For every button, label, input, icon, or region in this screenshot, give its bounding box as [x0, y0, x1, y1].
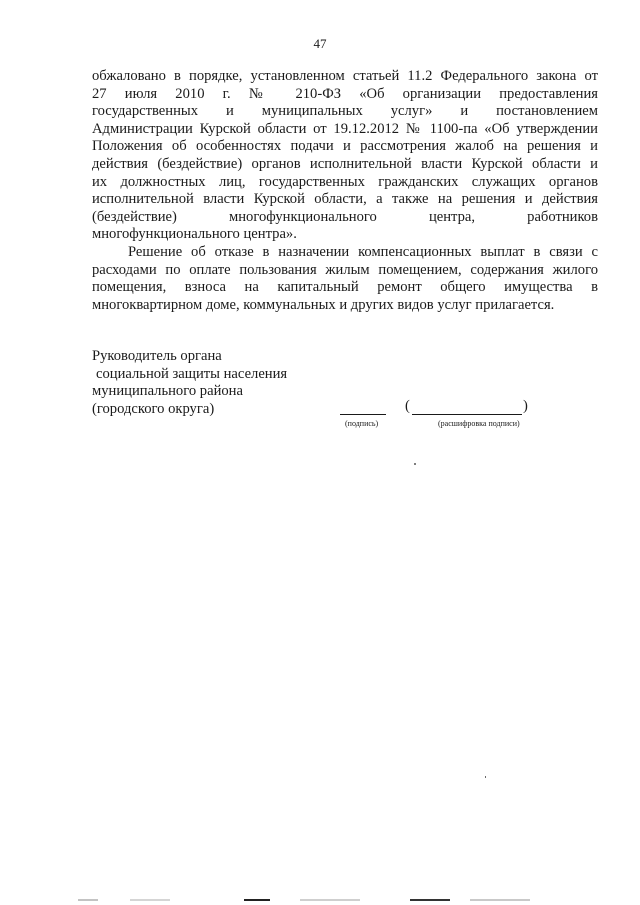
scan-edge-mark — [470, 899, 530, 901]
paragraph-line: многоквартирном доме, коммунальных и других видов услуг прилагается. — [92, 296, 555, 313]
paragraph-line: их должностных лиц, государственных гражданских служащих органов — [92, 173, 598, 190]
signature-caption: (подпись) — [345, 419, 379, 428]
scan-edge-mark — [300, 899, 360, 901]
signatory-line: муниципального района — [92, 383, 243, 400]
decode-open-bracket: ( — [405, 398, 410, 414]
decode-caption: (расшифровка подписи) — [438, 419, 520, 428]
paragraph-line: обжаловано в порядке, установленном статьей 11.2 Федерального закона от — [92, 68, 598, 84]
decode-close-bracket: ) — [523, 398, 528, 414]
paragraph-line: Положения об особенностях подачи и рассмотрения жалоб на решения и — [92, 138, 598, 155]
scan-speck — [485, 776, 486, 778]
paragraph-line: Администрации Курской области от 19.12.2012 № 1100-па «Об утверждении — [92, 120, 598, 137]
scan-speck — [414, 463, 416, 465]
signature-line — [340, 414, 386, 415]
paragraph-line: Решение об отказе в назначении компенсационных выплат в связи с — [128, 244, 598, 260]
decode-line — [412, 414, 522, 415]
appeal-paragraph — [92, 68, 598, 244]
paragraph-line: 27 июля 2010 г. № 210-ФЗ «Об организации предоставления — [92, 85, 598, 102]
signatory-line: (городского округа) — [92, 400, 215, 417]
page-number: 47 — [313, 36, 327, 51]
paragraph-line: исполнительной власти Курской области, а также на решения и действия — [92, 191, 598, 208]
paragraph-line: государственных и муниципальных услуг» и постановлением — [92, 103, 598, 120]
paragraph-line: многофункционального центра». — [92, 226, 297, 243]
signatory-line: Руководитель органа — [92, 348, 222, 364]
paragraph-line: расходами по оплате пользования жилым помещением, содержания жилого — [92, 261, 598, 278]
scan-edge-mark — [410, 899, 450, 901]
refusal-paragraph — [92, 244, 598, 314]
scan-edge-mark — [78, 899, 98, 901]
scan-edge-mark — [130, 899, 170, 901]
paragraph-line: (бездействие) многофункционального центра, работников — [92, 208, 598, 225]
scan-edge-mark — [244, 899, 270, 901]
signatory-line: социальной защиты населения — [96, 365, 288, 382]
signatory-title — [92, 348, 287, 418]
paragraph-line: действия (бездействие) органов исполнительной власти Курской области и — [92, 155, 598, 172]
paragraph-line: помещения, взноса на капитальный ремонт общего имущества в — [92, 279, 598, 296]
